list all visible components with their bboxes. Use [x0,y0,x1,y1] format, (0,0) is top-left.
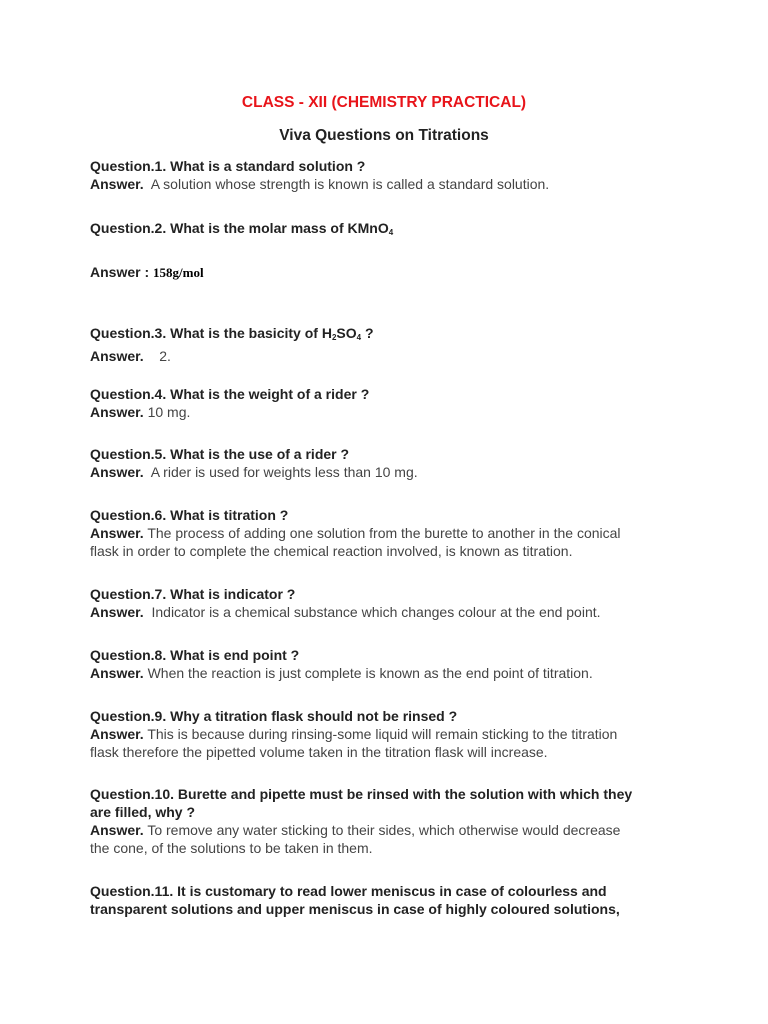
answer-1 [90,175,690,193]
answer-text: To remove any water sticking to their sides, which otherwise would decrease [147,822,621,838]
answer-label: Answer : [90,264,150,280]
question-text: Question.2. What is the molar mass of KMnO [90,220,389,236]
question-9: Question.9. Why a titration flask should not be rinsed ? [90,708,458,724]
qa-item-6 [90,506,690,560]
question-10-line2: are filled, why ? [90,804,196,820]
answer-text: Indicator is a chemical substance which changes colour at the end point. [151,604,601,620]
qa-item-3 [90,324,690,365]
page-subtitle: Viva Questions on Titrations [279,127,489,144]
formula-part: SO [336,325,357,341]
subscript: 4 [388,228,394,237]
answer-text: 10 mg. [147,404,191,420]
question-5: Question.5. What is the use of a rider ? [90,446,350,462]
question-11: Question.11. It is customary to read lower meniscus in case of colourless and [90,883,607,899]
answer-label: Answer. [90,176,144,192]
answer-text: When the reaction is just complete is known as the end point of titration. [147,665,593,681]
answer-7 [90,603,690,621]
answer-9-line2: flask therefore the pipetted volume taken in the titration flask will increase. [90,744,548,760]
question-4: Question.4. What is the weight of a rider ? [90,386,370,402]
qa-item-4 [90,385,690,421]
qa-item-5 [90,445,690,481]
question-2 [90,219,690,242]
qa-item-9 [90,707,690,761]
answer-5 [90,463,690,481]
answer-label: Answer. [90,525,144,541]
subscript: 4 [356,333,362,342]
qa-item-2 [90,219,690,242]
qa-item-7 [90,585,690,621]
answer-text: A solution whose strength is known is called a standard solution. [150,176,550,192]
question-text: Question.3. What is the basicity of H [90,325,332,341]
answer-label: Answer. [90,464,144,480]
qa-item-10 [90,785,690,857]
question-7: Question.7. What is indicator ? [90,586,296,602]
answer-3 [90,347,690,365]
answer-6-line2: flask in order to complete the chemical reaction involved, is known as titration. [90,543,573,559]
answer-text: This is because during rinsing-some liquid will remain sticking to the titration [147,726,618,742]
page-title: CLASS - XII (CHEMISTRY PRACTICAL) [241,94,527,111]
answer-9 [90,725,690,743]
question-6: Question.6. What is titration ? [90,507,289,523]
qa-item-8 [90,646,690,682]
answer-text: 2. [159,348,171,364]
answer-label: Answer. [90,822,144,838]
answer-label: Answer. [90,726,144,742]
question-3 [90,324,690,347]
answer-text: 158g/mol [153,265,204,280]
answer-label: Answer. [90,665,144,681]
answer-text: The process of adding one solution from the burette to another in the conical [147,525,621,541]
qa-item-1 [90,157,690,193]
question-8: Question.8. What is end point ? [90,647,300,663]
qa-item-11 [90,882,690,918]
question-11-line2: transparent solutions and upper meniscus in case of highly coloured solutions, [90,901,620,917]
answer-10 [90,821,690,839]
answer-6 [90,524,690,542]
answer-label: Answer. [90,404,144,420]
question-1: Question.1. What is a standard solution ? [90,158,366,174]
answer-label: Answer. [90,604,144,620]
answer-8 [90,664,690,682]
question-suffix: ? [361,325,374,341]
question-10: Question.10. Burette and pipette must be rinsed with the solution with which they [90,786,633,802]
answer-label: Answer. [90,348,144,364]
subscript: 2 [331,333,337,342]
answer-4 [90,403,690,421]
answer-2 [90,263,690,282]
answer-10-line2: the cone, of the solutions to be taken in them. [90,840,373,856]
answer-text: A rider is used for weights less than 10 mg. [150,464,418,480]
